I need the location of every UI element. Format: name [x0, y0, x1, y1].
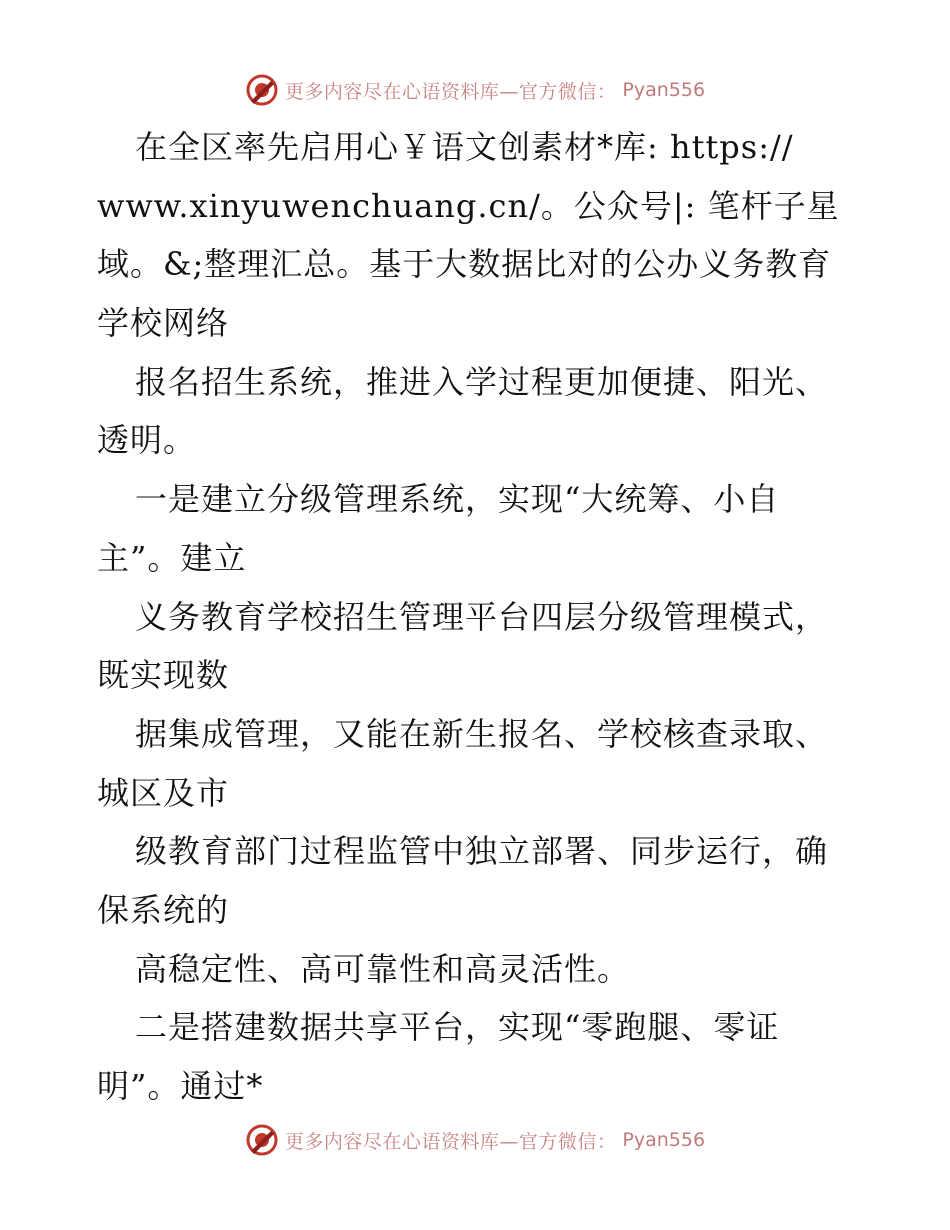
body-line: 高稳定性、高可靠性和高灵活性。: [135, 949, 631, 988]
body-line: 域。&;整理汇总。基于大数据比对的公办义务教育: [97, 245, 832, 284]
pen-logo-icon: [245, 1123, 279, 1157]
body-line: 级教育部门过程监管中独立部署、同步运行，确: [135, 832, 829, 871]
body-line: 据集成管理，又能在新生报名、学校核查录取、: [135, 714, 829, 753]
document-body: [97, 118, 857, 1116]
body-line: www.xinyuwenchuang.cn/。公众号|: 笔杆子星: [97, 186, 840, 225]
body-line: 在全区率先启用心￥语文创素材*库: https://: [135, 128, 794, 166]
footer-wechat-id: Pyan556: [622, 1129, 706, 1151]
body-line: 报名招生系统，推进入学过程更加便捷、阳光、: [135, 362, 829, 401]
body-line: 透明。: [97, 421, 197, 460]
body-line: 二是搭建数据共享平台，实现“零跑腿、零证: [135, 1008, 780, 1047]
pen-logo-icon: [245, 73, 279, 107]
header-wechat-id: Pyan556: [622, 79, 706, 101]
body-line: 保系统的: [97, 890, 230, 929]
header-banner-text: 更多内容尽在心语资料库—官方微信：: [284, 80, 617, 103]
footer-banner-text: 更多内容尽在心语资料库—官方微信：: [284, 1130, 617, 1153]
header-banner: [0, 70, 950, 110]
body-line: 义务教育学校招生管理平台四层分级管理模式，: [135, 597, 829, 636]
body-line: 明”。通过*: [97, 1067, 264, 1105]
footer-banner: [0, 1120, 950, 1160]
body-line: 城区及市: [97, 773, 230, 812]
body-line: 既实现数: [97, 656, 230, 695]
body-line: 一是建立分级管理系统，实现“大统筹、小自: [135, 480, 780, 519]
body-line: 主”。建立: [97, 538, 247, 577]
body-line: 学校网络: [97, 304, 230, 343]
